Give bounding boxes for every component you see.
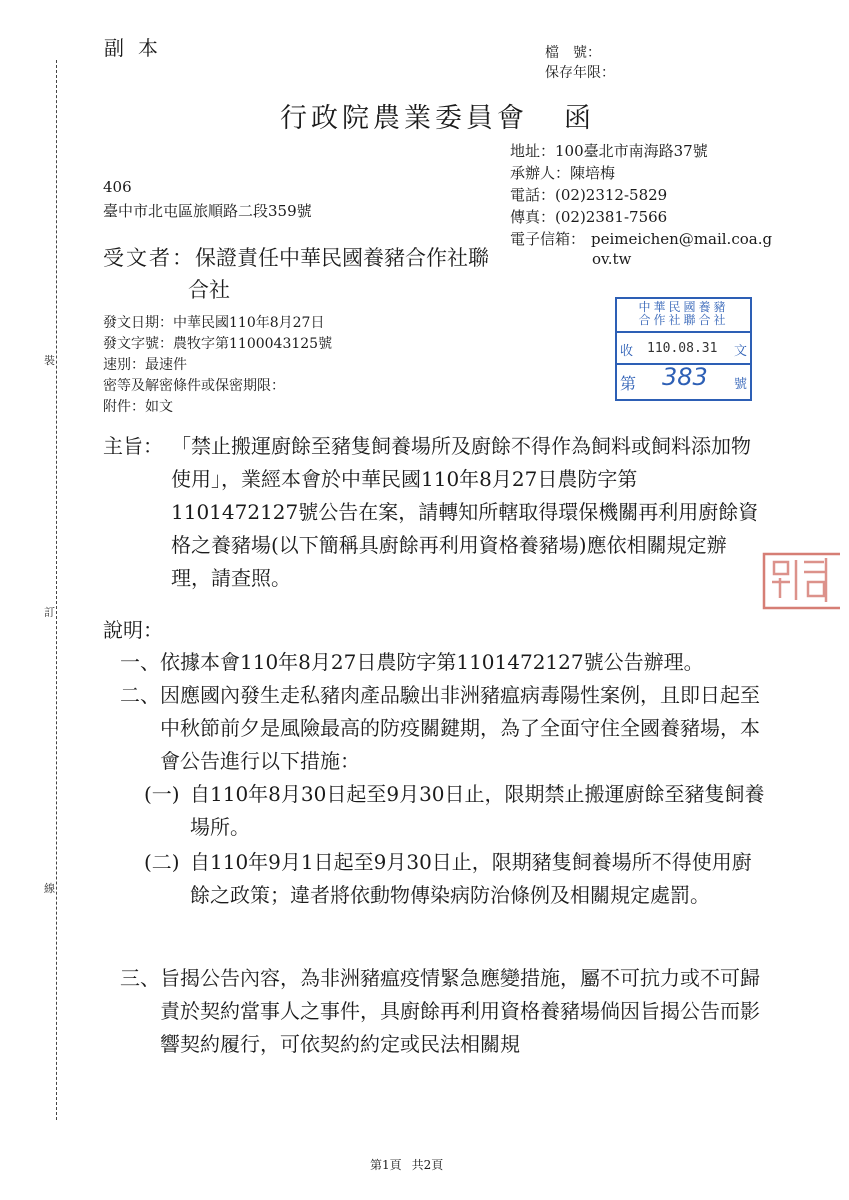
explanation-label: 說明：	[103, 618, 163, 642]
binding-mark-middle: 訂	[44, 606, 55, 619]
stamp-org	[617, 301, 750, 333]
item-text: 因應國內發生走私豬肉產品驗出非洲豬瘟病毒陽性案例，且即日起至中秋節前夕是風險最高的防疫關鍵期，為了全面守住全國養豬場，本會公告進行以下措施：	[160, 683, 760, 773]
document-number: 發文字號：農牧字第1100043125號	[103, 336, 333, 352]
binding-mark-bottom: 線	[44, 882, 55, 895]
stamp-number: 383	[662, 363, 708, 391]
explanation-sub-item-2	[144, 846, 766, 912]
item-number: (一)	[144, 782, 180, 806]
handler: 承辦人：陳培梅	[510, 164, 616, 182]
fax: 傳真：(02)2381-7566	[510, 208, 668, 226]
copy-label: 副本	[104, 36, 172, 60]
stamp-number-suffix: 號	[733, 377, 747, 392]
recipient-name-line1: 保證責任中華民國養豬合作社聯	[195, 246, 489, 270]
stamp-org-line2: 合作社聯合社	[638, 313, 729, 327]
explanation-item-2	[120, 679, 765, 778]
attachment: 附件：如文	[103, 399, 173, 415]
item-number: (二)	[144, 850, 180, 874]
explanation-item-3	[120, 962, 765, 1061]
recipient	[103, 242, 523, 306]
item-text: 自110年9月1日起至9月30日止，限期豬隻飼養場所不得使用廚餘之政策；違者將依動物傳染病防治條例及相關規定處罰。	[190, 850, 752, 907]
stamp-left-char: 收	[620, 344, 634, 359]
agency-address: 地址：100臺北市南海路37號	[510, 142, 708, 160]
stamp-number-prefix: 第	[620, 374, 637, 393]
item-number: 一、	[120, 650, 160, 674]
document-type: 函	[564, 103, 595, 134]
official-seal	[760, 548, 840, 612]
stamp-date: 110.08.31	[647, 341, 718, 356]
stamp-date-row	[617, 333, 750, 365]
issue-date: 發文日期：中華民國110年8月27日	[103, 315, 325, 331]
item-text: 自110年8月30日起至9月30日止，限期禁止搬運廚餘至豬隻飼養場所。	[190, 782, 765, 839]
binding-line	[56, 60, 57, 1120]
email-label: 電子信箱：	[510, 230, 586, 248]
retention-label: 保存年限：	[545, 65, 615, 81]
phone: 電話：(02)2312-5829	[510, 186, 668, 204]
stamp-right-char: 文	[733, 344, 747, 359]
page-footer	[370, 1156, 443, 1173]
recipient-postcode: 406	[103, 178, 132, 196]
page-total: 共2頁	[411, 1158, 444, 1172]
recipient-address: 臺中市北屯區旅順路二段359號	[103, 202, 312, 220]
explanation-sub-item-1	[144, 778, 766, 844]
stamp-number-row	[617, 365, 750, 397]
subject-label: 主旨：	[103, 434, 163, 458]
item-number: 三、	[120, 966, 160, 990]
email	[510, 228, 772, 249]
secrecy-level: 密等及解密條件或保密期限：	[103, 378, 285, 394]
document-title	[280, 96, 595, 135]
page-number: 第1頁	[370, 1158, 402, 1172]
subject	[103, 430, 763, 595]
email-line2: ov.tw	[592, 250, 632, 268]
delivery-speed: 速別：最速件	[103, 357, 187, 373]
recipient-name-line2: 合社	[188, 278, 230, 302]
item-text: 旨揭公告內容，為非洲豬瘟疫情緊急應變措施，屬不可抗力或不可歸責於契約當事人之事件，具廚餘再利用資格養豬場倘因旨揭公告而影響契約履行，可依契約約定或民法相關規	[160, 966, 760, 1056]
recipient-label: 受文者：	[103, 246, 195, 270]
email-line1: peimeichen@mail.coa.g	[591, 230, 773, 248]
item-text: 依據本會110年8月27日農防字第1101472127號公告辦理。	[160, 650, 704, 674]
explanation-item-1	[120, 646, 770, 679]
receipt-stamp	[615, 297, 752, 401]
subject-text: 「禁止搬運廚餘至豬隻飼養場所及廚餘不得作為飼料或飼料添加物使用」，業經本會於中華民國110年8月27日農防字第1101472127號公告在案，請轉知所轄取得環保機關再利用廚餘資格之養豬場(以下簡稱具廚餘再利用資格養豬場)應依相關規定辦理，請查照。	[171, 434, 759, 590]
item-number: 二、	[120, 683, 160, 707]
binding-mark-top: 裝	[44, 354, 55, 367]
file-number-label: 檔 號：	[545, 45, 601, 61]
stamp-org-line1: 中華民國養豬	[638, 300, 729, 314]
agency-name: 行政院農業委員會	[280, 103, 528, 134]
